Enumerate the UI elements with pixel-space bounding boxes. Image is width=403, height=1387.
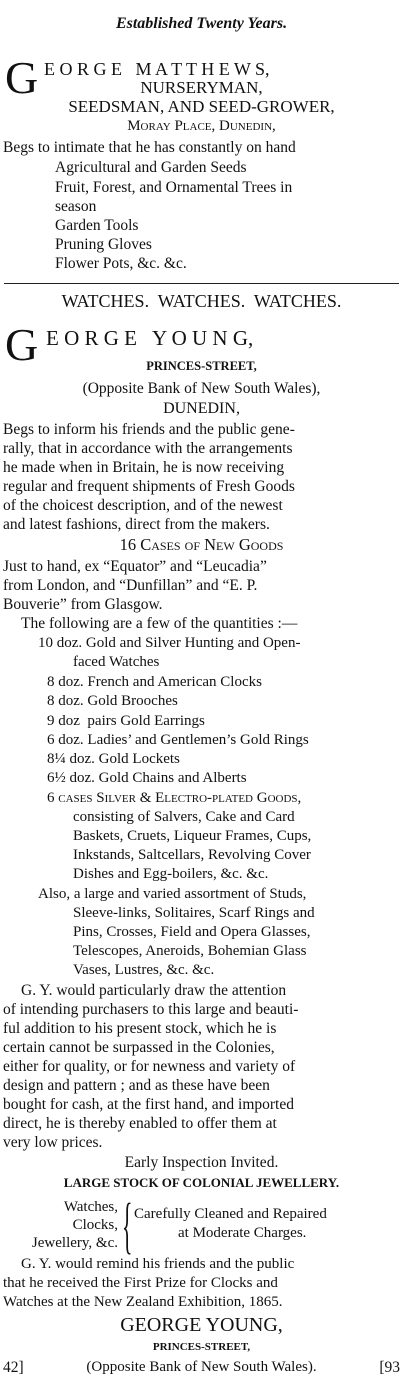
quantity-line: Telescopes, Aneroids, Bohemian Glass [73, 943, 307, 959]
matthews-address: Moray Place, Dunedin, [127, 118, 276, 134]
young-body-line: Watches at the New Zealand Exhibition, 1865. [3, 1294, 283, 1310]
matthews-item: Pruning Gloves [55, 236, 152, 253]
matthews-item: season [55, 198, 97, 215]
curly-brace: { [122, 1192, 133, 1260]
matthews-item: Agricultural and Garden Seeds [55, 159, 247, 176]
brace-right-line: Carefully Cleaned and Repaired [134, 1206, 327, 1222]
quantity-line: 9 doz pairs Gold Earrings [47, 713, 205, 729]
cases-heading: 16 Cases of New Goods [119, 535, 284, 554]
quantity-line: faced Watches [73, 654, 160, 670]
young-body-line: of the choicest description, and of the newest [3, 497, 283, 514]
matthews-trade-2: SEEDSMAN, AND SEED-GROWER, [68, 97, 335, 116]
young-body-line: G. Y. would remind his friends and the public [21, 1256, 295, 1272]
matthews-item: Flower Pots, &c. &c. [55, 255, 187, 272]
brace-right-line: at Moderate Charges. [178, 1225, 307, 1241]
young-body-line: and latest fashions, direct from the makers. [3, 516, 270, 533]
young-body-line: The following are a few of the quantities :— [21, 615, 298, 632]
young-body-line: Bouverie” from Glasgow. [3, 596, 163, 613]
matthews-initial: G [5, 52, 39, 103]
young-body-line: very low prices. [3, 1134, 103, 1151]
young-body-line: regular and frequent shipments of Fresh Goods [3, 478, 295, 495]
young-body-line: bought for cash, at the first hand, and imported [3, 1096, 294, 1113]
young-opposite: (Opposite Bank of New South Wales), [82, 380, 321, 397]
young-street: PRINCES-STREET, [146, 359, 257, 373]
young-body-line: Just to hand, ex “Equator” and “Leucadia” [3, 558, 267, 575]
young-body-line: ful addition to his present stock, which he is [3, 1020, 277, 1037]
young-body-line: from London, and “Dunfillan” and “E. P. [3, 577, 258, 594]
brace-left-line: Jewellery, &c. [31, 1235, 118, 1251]
young-initial: G [5, 319, 39, 370]
quantity-line: 6½ doz. Gold Chains and Alberts [47, 770, 247, 786]
quantity-line: Vases, Lustres, &c. &c. [73, 962, 215, 978]
quantity-line: 8¼ doz. Gold Lockets [47, 751, 180, 767]
quantity-line: 8 doz. Gold Brooches [47, 693, 178, 709]
quantity-line: 10 doz. Gold and Silver Hunting and Open- [38, 635, 301, 651]
brace-left-line: Watches, [63, 1199, 118, 1215]
established-line: Established Twenty Years. [115, 15, 288, 32]
quantity-line: Also, a large and varied assortment of Studs, [38, 886, 307, 902]
young-body-line: design and pattern ; and as these have been [3, 1077, 270, 1094]
quantity-line: Pins, Crosses, Field and Opera Glasses, [73, 924, 311, 940]
quantity-line: Dishes and Egg-boilers, &c. &c. [73, 866, 269, 882]
young-body-line: that he received the First Prize for Clocks and [3, 1275, 278, 1291]
quantity-line: Inkstands, Saltcellars, Revolving Cover [73, 847, 311, 863]
footer-opposite: (Opposite Bank of New South Wales). [86, 1359, 317, 1375]
young-body-line: G. Y. would particularly draw the attention [21, 982, 287, 999]
footer-number-left: 42] [3, 1359, 24, 1376]
matthews-name: E O R G E M A T T H E W S, [44, 59, 270, 79]
quantity-line: 6 cases Silver & Electro-plated Goods, [47, 790, 302, 806]
young-body-line: rally, that in accordance with the arrangements [3, 440, 293, 457]
signature-street: PRINCES-STREET, [152, 1341, 251, 1353]
young-body-line: certain cannot be surpassed in the Colonies, [3, 1039, 275, 1056]
quantity-line: consisting of Salvers, Cake and Card [73, 809, 295, 825]
signature-name: GEORGE YOUNG, [120, 1314, 283, 1336]
divider-rule [4, 283, 399, 284]
stock-heading: LARGE STOCK OF COLONIAL JEWELLERY. [63, 1175, 340, 1190]
young-body-line: direct, he is thereby enabled to offer them at [3, 1115, 277, 1132]
young-body-line: either for quality, or for newness and variety of [3, 1058, 296, 1075]
young-name: E O R G E Y O U N G, [46, 326, 254, 350]
matthews-trade-1: NURSERYMAN, [140, 78, 263, 97]
young-body-line: of intending purchasers to this large and beauti- [3, 1001, 299, 1018]
watches-headline: WATCHES. WATCHES. WATCHES. [61, 291, 342, 311]
quantity-line: Baskets, Cruets, Liqueur Frames, Cups, [73, 828, 312, 844]
young-city: DUNEDIN, [163, 400, 240, 417]
matthews-intro: Begs to intimate that he has constantly on hand [3, 139, 296, 156]
matthews-item: Garden Tools [55, 217, 139, 234]
matthews-item: Fruit, Forest, and Ornamental Trees in [55, 179, 293, 196]
quantity-line: 8 doz. French and American Clocks [47, 674, 262, 690]
young-body-line: Begs to inform his friends and the public gene- [3, 421, 295, 438]
inspection-line: Early Inspection Invited. [124, 1154, 279, 1171]
brace-left-line: Clocks, [72, 1217, 118, 1233]
young-body-line: he made when in Britain, he is now receiving [3, 459, 285, 476]
footer-number-right: [93 [379, 1359, 400, 1376]
quantity-line: Sleeve-links, Solitaires, Scarf Rings and [73, 905, 315, 921]
quantity-line: 6 doz. Ladies’ and Gentlemen’s Gold Rings [47, 732, 309, 748]
